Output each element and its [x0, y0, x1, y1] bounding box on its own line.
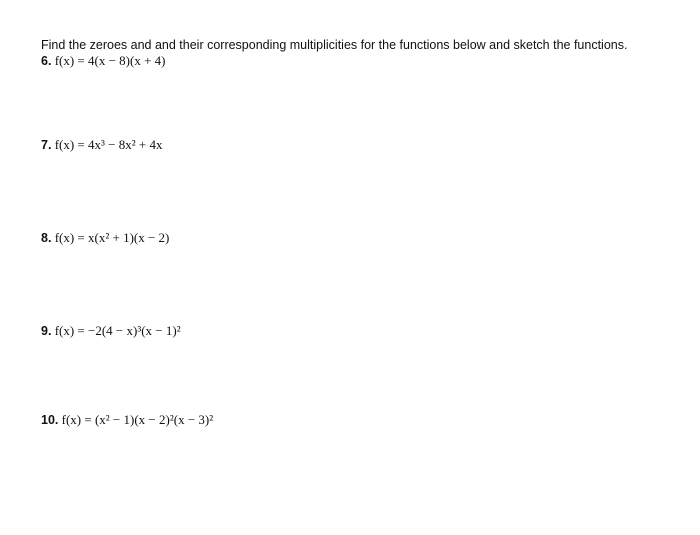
problem-8: [41, 230, 169, 246]
problem-number: 6.: [41, 54, 52, 68]
problem-expression: f(x) = x(x² + 1)(x − 2): [54, 230, 170, 245]
problem-expression: f(x) = −2(4 − x)³(x − 1)²: [54, 323, 181, 338]
problem-number: 8.: [41, 231, 52, 245]
problem-number: 9.: [41, 324, 52, 338]
problem-expression: f(x) = 4(x − 8)(x + 4): [54, 53, 166, 68]
problem-9: [41, 323, 181, 339]
problem-6: [41, 53, 166, 69]
instructions-text: Find the zeroes and and their corresponding multiplicities for the functions below and sketch the functions.: [41, 38, 628, 52]
problem-number: 10.: [41, 413, 59, 427]
problem-expression: f(x) = (x² − 1)(x − 2)²(x − 3)²: [61, 412, 214, 427]
problem-expression: f(x) = 4x³ − 8x² + 4x: [54, 137, 163, 152]
problem-number: 7.: [41, 138, 52, 152]
problem-10: [41, 412, 213, 428]
problem-7: [41, 137, 162, 153]
